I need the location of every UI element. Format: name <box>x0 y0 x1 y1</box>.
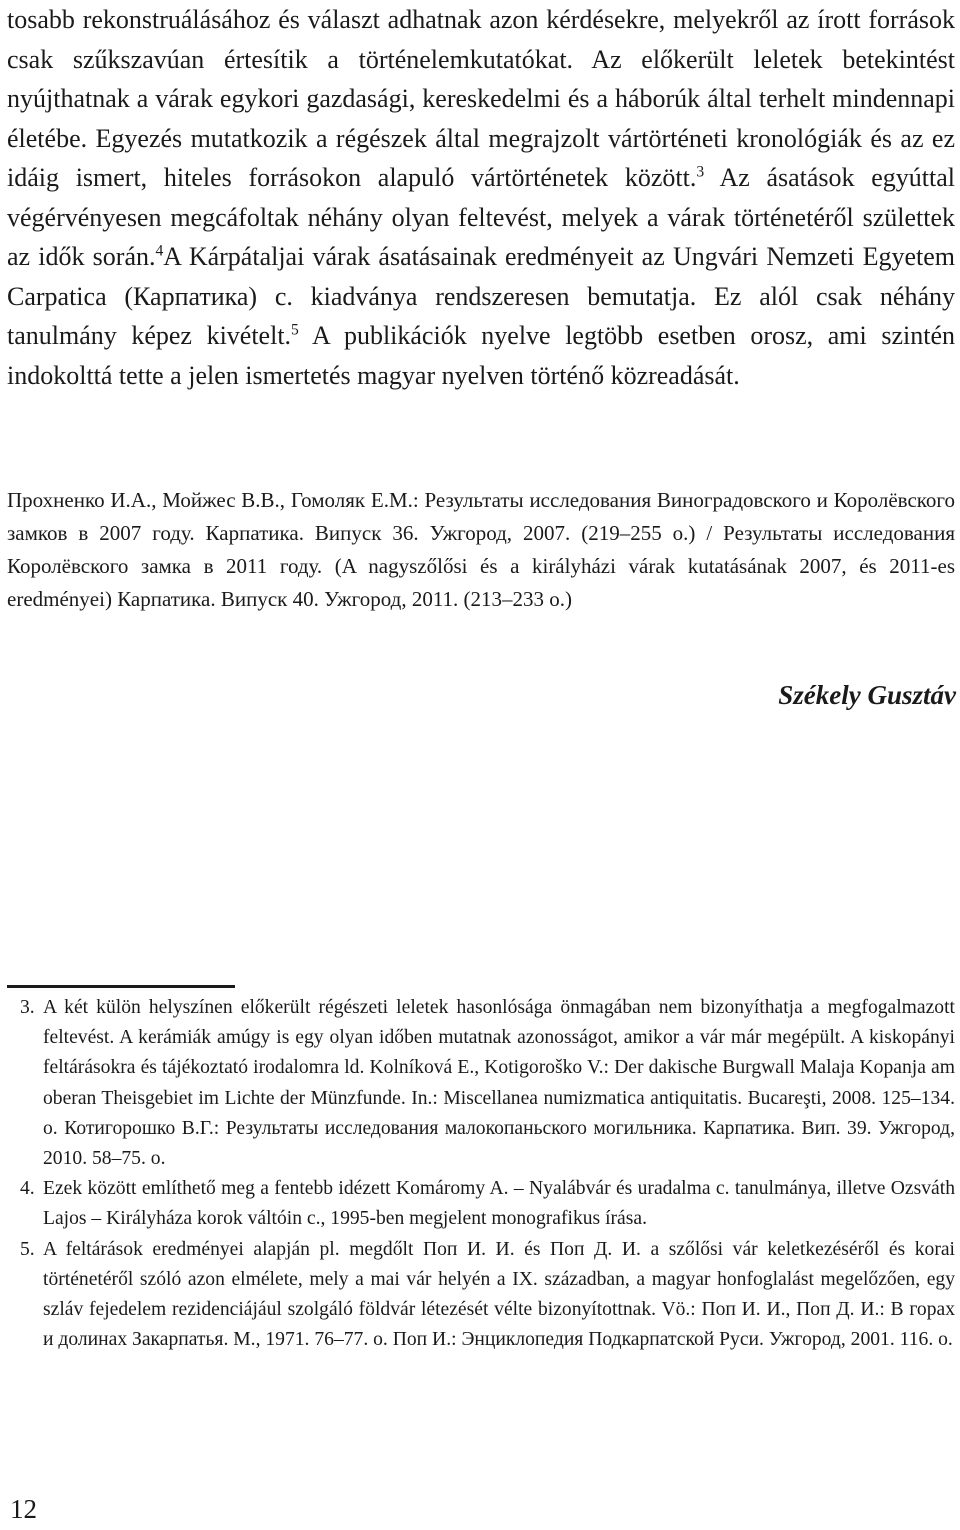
main-paragraph <box>7 0 955 395</box>
footnote-ref-5[interactable]: 5 <box>291 321 299 339</box>
footnote-text: A két külön helyszínen előkerült régészeti leletek hasonlósága önmagában nem bizonyíthatja a megfogalmazott feltevést. A kerámiák amúgy is egy olyan időben mutatnak azonosságot, amikor a vár már megépült. A kiskopányi feltárásokra és tájékoztató irodalomra ld. Kolníková E., Kotigoroško V.: Der dakische Burgwall Malaja Kopanja am oberan Theisgebiet im Lichte der Münzfunde. In.: Miscellanea numizmatica antiquitatis. Bucareşti, 2008. 125–134. o. Котигорошко В.Г.: Результаты исследования малокопаньского могильника. Карпатика. Вип. 39. Ужгород, 2010. 58–75. o. <box>43 997 955 1170</box>
footnote-number: 4. <box>20 1178 35 1200</box>
page-number: 12 <box>10 1494 37 1524</box>
main-text-segment: Az ásatások egyúttal végérvényesen megcáfoltak néhány olyan feltevést, melyek a várak történetéről születtek az idők során. <box>7 163 955 271</box>
main-text-segment: A Kárpátaljai várak ásatásainak eredményeit az Ungvári Nemzeti Egyetem Carpatica (Карпатика) c. kiadványa rendszeresen bemutatja. Ez alól csak néhány tanulmány képez kivételt. <box>7 242 955 350</box>
main-text-segment: A publikációk nyelve legtöbb esetben orosz, ami szintén indokolttá tette a jelen ismertetés magyar nyelven történő közreadását. <box>7 321 955 390</box>
main-text-segment: tosabb rekonstruálásához és választ adhatnak azon kérdésekre, melyekről az írott források csak szűkszavúan értesítik a történelemkutatókat. Az előkerült leletek betekintést nyújthatnak a várak egykori gazdasági, kereskedelmi és a háborúk által terhelt mindennapi életébe. Egyezés mutatkozik a régészek által megrajzolt vártörténeti kronológiák és az ez idáig ismert, hiteles forrásokon alapuló vártörténetek között. <box>7 5 955 192</box>
footnotes-list <box>20 993 955 1355</box>
footnote-divider <box>7 985 235 988</box>
footnote-number: 5. <box>20 1238 35 1260</box>
footnote-item <box>20 993 955 1174</box>
bibliographic-reference: Прохненко И.А., Мойжес В.В., Гомоляк Е.М.: Результаты исследования Виноградовского и Королёвского замков в 2007 году. Карпатика. Випуск 36. Ужгород, 2007. (219–255 o.) / Результаты исследования Королёвского замка в 2011 году. (A nagyszőlősi és a királyházi várak kutatásának 2007, és 2011-es eredményei) Карпатика. Випуск 40. Ужгород, 2011. (213–233 o.) <box>7 488 955 611</box>
footnote-item <box>20 1235 955 1356</box>
footnote-ref-3[interactable]: 3 <box>696 163 705 181</box>
footnote-text: A feltárások eredményei alapján pl. megdőlt Поп И. И. és Поп Д. И. a szőlősi vár keletkezéséről és korai történetéről szóló azon elmélete, mely a mai vár helyén a IX. században, a magyar honfoglalást megelőzően, egy szláv fejedelem rezidenciájául szolgáló földvár létezését vélte bizonyítottnak. Vö.: Поп И. И., Поп Д. И.: В горах и долинах Закарпатья. М., 1971. 76–77. o. Поп И.: Энциклопедия Подкарпатской Руси. Ужгород, 2001. 116. o. <box>43 1238 955 1351</box>
author-signature: Székely Gusztáv <box>778 680 956 710</box>
footnote-item <box>20 1174 955 1234</box>
footnote-text: Ezek között említhető meg a fentebb idézett Komáromy A. – Nyalábvár és uradalma c. tanulmánya, illetve Ozsváth Lajos – Királyháza korok váltóin c., 1995-ben megjelent monografikus írása. <box>43 1178 955 1230</box>
footnote-ref-4[interactable]: 4 <box>155 242 164 260</box>
footnote-number: 3. <box>20 997 35 1018</box>
